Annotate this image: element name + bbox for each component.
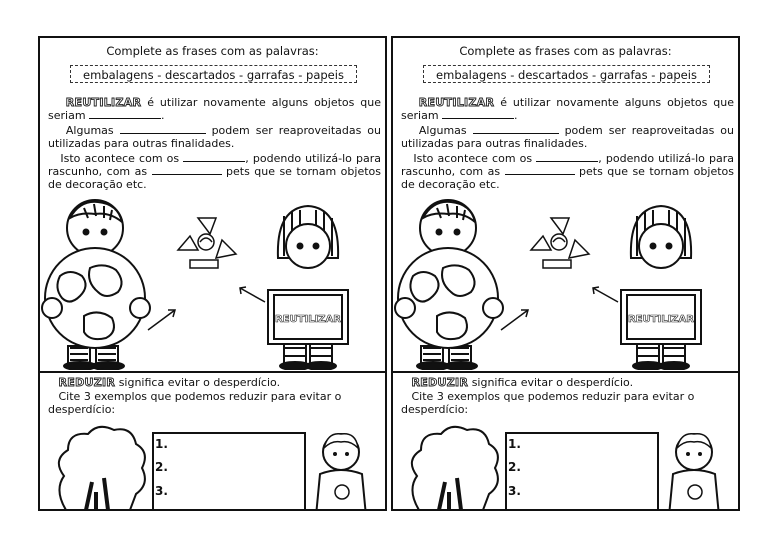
paragraph-algumas-right — [401, 124, 734, 150]
recycle-icon — [531, 218, 589, 268]
item-number-3: 3. — [155, 484, 168, 498]
answer-blank-4-right[interactable] — [505, 165, 575, 175]
r1-text: significa evitar o desperdício. — [118, 376, 281, 389]
answer-blank-2[interactable] — [120, 124, 206, 134]
worksheet-left — [38, 36, 387, 511]
reduzir-title: REDUZIR — [58, 376, 116, 389]
section-divider — [40, 371, 385, 373]
sign-text: REUTILIZAR — [275, 314, 341, 325]
p1-text: é utilizar novamente alguns objetos que seriam — [48, 96, 382, 122]
answer-box[interactable] — [152, 432, 306, 511]
p3-end: pets que se tornam objetos de decoração etc. — [48, 165, 381, 191]
answer-blank-3[interactable] — [183, 152, 245, 162]
p1-end-right: . — [514, 109, 518, 122]
tree-icon — [399, 420, 509, 511]
illustration-reutilizar — [40, 198, 387, 370]
reduzir-section-right — [393, 376, 740, 511]
word-bank: embalagens - descartados - garrafas - papeis — [70, 65, 357, 83]
r2-text-right: Cite 3 exemplos que podemos reduzir para evitar o desperdício: — [401, 390, 695, 416]
reutilizar-title: REUTILIZAR — [65, 96, 142, 109]
answer-blank-3-right[interactable] — [536, 152, 598, 162]
child-icon — [659, 430, 729, 511]
boy-globe-icon — [42, 200, 150, 370]
reutilizar-title-right: REUTILIZAR — [418, 96, 495, 109]
r1-text-right: significa evitar o desperdício. — [471, 376, 634, 389]
answer-box-right[interactable] — [505, 432, 659, 511]
worksheet-right — [391, 36, 740, 511]
tree-icon — [46, 420, 156, 511]
paragraph-reutilizar — [48, 96, 381, 122]
recycle-icon — [178, 218, 236, 268]
answer-blank-4[interactable] — [152, 165, 222, 175]
arrow-icon — [501, 310, 528, 330]
paragraph-isto — [48, 152, 381, 191]
p2-end: podem ser reaproveitadas ou utilizadas para outras finalidades. — [48, 124, 381, 150]
p3-start-right: Isto acontece com os — [413, 152, 533, 165]
p3-end-right: pets que se tornam objetos de decoração etc. — [401, 165, 734, 191]
p1-text-right: é utilizar novamente alguns objetos que seriam — [401, 96, 735, 122]
answer-blank-1[interactable] — [89, 109, 161, 119]
item-number-1-right: 1. — [508, 437, 521, 451]
p1-end: . — [161, 109, 165, 122]
p3-mid: , podendo utilizá-lo para rascunho, com as — [48, 152, 382, 178]
girl-sign-icon — [268, 206, 348, 370]
p2-start-right: Algumas — [418, 124, 467, 137]
reduzir-section — [40, 376, 387, 511]
item-number-3-right: 3. — [508, 484, 521, 498]
reduzir-title-right: REDUZIR — [411, 376, 469, 389]
p3-mid-right: , podendo utilizá-lo para rascunho, com as — [401, 152, 735, 178]
p2-end-right: podem ser reaproveitadas ou utilizadas para outras finalidades. — [401, 124, 734, 150]
word-bank-right: embalagens - descartados - garrafas - papeis — [423, 65, 710, 83]
instruction-right: Complete as frases com as palavras: — [459, 44, 672, 58]
arrow-icon — [148, 310, 175, 330]
illustration-reutilizar-right — [393, 198, 740, 370]
item-number-2-right: 2. — [508, 460, 521, 474]
p3-start: Isto acontece com os — [60, 152, 180, 165]
paragraph-algumas — [48, 124, 381, 150]
child-icon — [306, 430, 376, 511]
paragraph-reutilizar-right — [401, 96, 734, 122]
girl-sign-icon — [621, 206, 701, 370]
answer-blank-1-right[interactable] — [442, 109, 514, 119]
instruction: Complete as frases com as palavras: — [106, 44, 319, 58]
boy-globe-icon — [395, 200, 503, 370]
item-number-1: 1. — [155, 437, 168, 451]
paragraph-isto-right — [401, 152, 734, 191]
sign-text-right: REUTILIZAR — [628, 314, 694, 325]
answer-blank-2-right[interactable] — [473, 124, 559, 134]
section-divider-right — [393, 371, 738, 373]
p2-start: Algumas — [65, 124, 114, 137]
r2-text: Cite 3 exemplos que podemos reduzir para evitar o desperdício: — [48, 390, 342, 416]
item-number-2: 2. — [155, 460, 168, 474]
